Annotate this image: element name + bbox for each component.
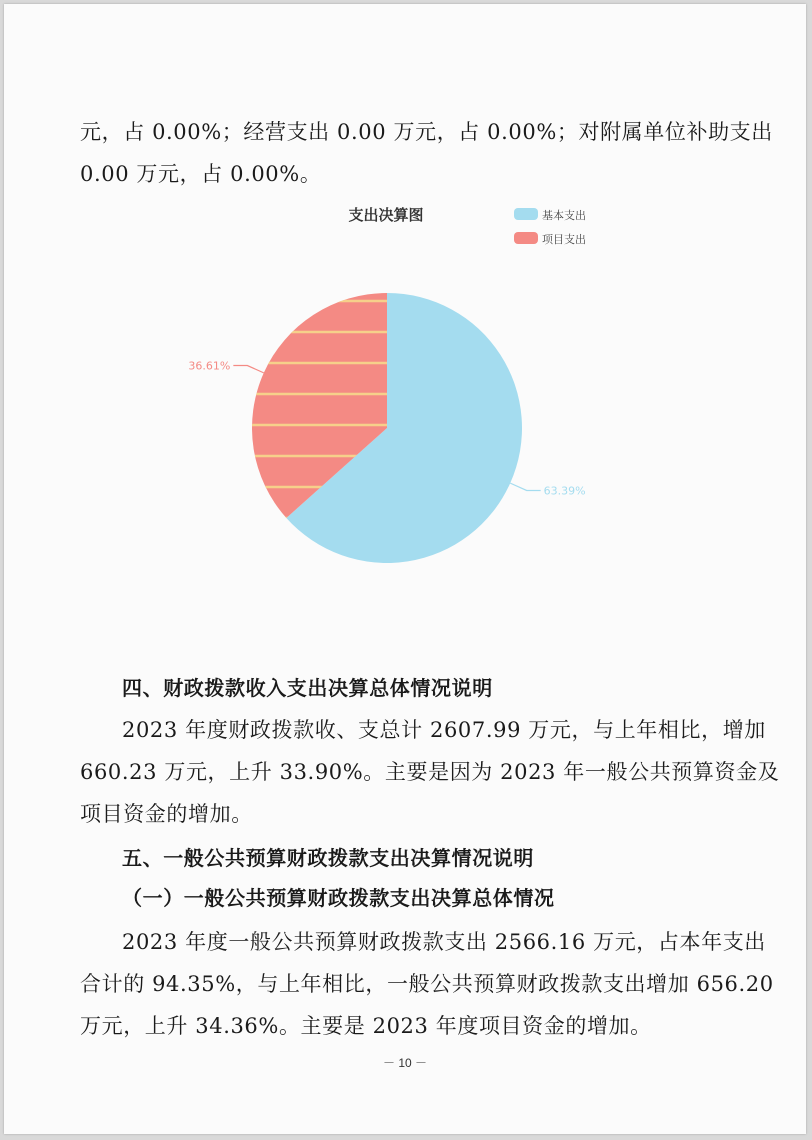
section5-line-3: 万元，上升 34.36%。主要是 2023 年度项目资金的增加。 (80, 1014, 652, 1038)
leader-line-project (233, 366, 263, 373)
continuation-line-2: 0.00 万元，占 0.00%。 (80, 162, 322, 186)
legend-swatch-basic (514, 208, 538, 220)
expenditure-pie-chart (174, 194, 654, 574)
continuation-line-1: 元，占 0.00%；经营支出 0.00 万元，占 0.00%；对附属单位补助支出 (80, 120, 773, 144)
section5-line-2: 合计的 94.35%，与上年相比，一般公共预算财政拨款支出增加 656.20 (80, 972, 774, 996)
section5-line-1: 2023 年度一般公共预算财政拨款支出 2566.16 万元，占本年支出 (122, 930, 766, 954)
legend-swatch-project (514, 232, 538, 244)
legend-label-project: 项目支出 (542, 233, 586, 246)
section4-line-3: 项目资金的增加。 (80, 802, 253, 826)
page-number: － 10 － (382, 1056, 428, 1070)
data-label-project: 36.61% (188, 359, 231, 373)
section4-line-2: 660.23 万元，上升 33.90%。主要是因为 2023 年一般公共预算资金及 (80, 760, 780, 784)
leader-line-basic (510, 483, 540, 490)
legend-label-basic: 基本支出 (542, 209, 586, 222)
section4-heading: 四、财政拨款收入支出决算总体情况说明 (122, 676, 493, 700)
document-page (4, 4, 806, 1134)
data-label-basic: 63.39% (543, 484, 586, 498)
section5-subheading: （一）一般公共预算财政拨款支出决算总体情况 (122, 886, 555, 910)
section5-heading: 五、一般公共预算财政拨款支出决算情况说明 (122, 846, 534, 870)
chart-title: 支出决算图 (348, 206, 424, 224)
section4-line-1: 2023 年度财政拨款收、支总计 2607.99 万元，与上年相比，增加 (122, 718, 766, 742)
